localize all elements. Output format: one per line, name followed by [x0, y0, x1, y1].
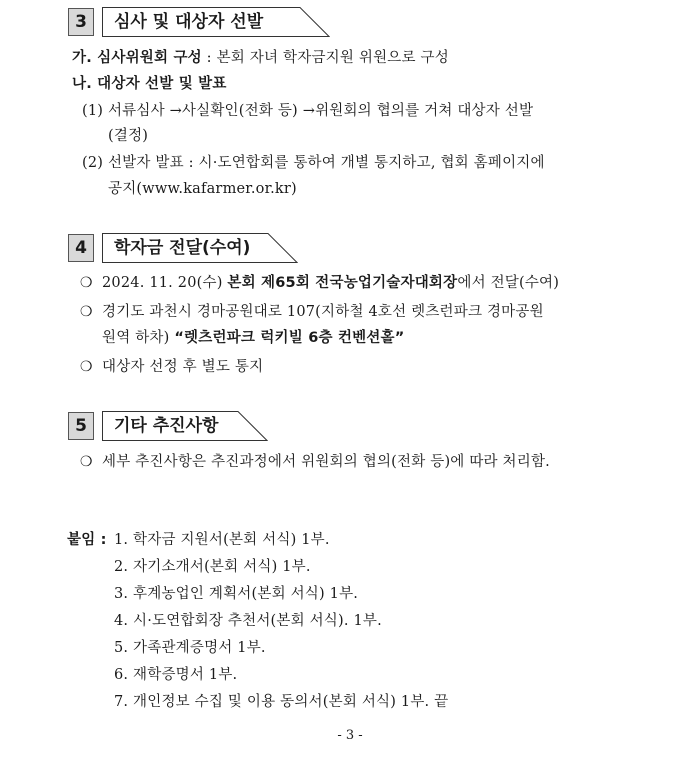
- bullet-text: 경기도 과천시 경마공원대로 107(지하철 4호선 렛츠런파크 경마공원: [102, 304, 544, 320]
- item-announcement-cont: 공지(www.kafarmer.or.kr): [108, 181, 297, 197]
- section-4-heading: [68, 233, 298, 263]
- section-title: 기타 추진사항: [114, 416, 219, 436]
- section-number: 5: [68, 412, 94, 440]
- bullet-other: [80, 452, 550, 472]
- attachment-item: 5. 가족관계증명서 1부.: [114, 640, 266, 656]
- bullet-bold: 본회 제65회 전국농업기술자대회장: [227, 275, 458, 291]
- section-3-heading: [68, 7, 330, 37]
- item-text: : 본회 자녀 학자금지원 위원으로 구성: [201, 50, 449, 66]
- section-number: 3: [68, 8, 94, 36]
- item-label: 가. 심사위원회 구성: [72, 50, 202, 66]
- bullet-icon: ❍: [80, 275, 93, 291]
- bullet-text: 원역 하차): [102, 330, 175, 346]
- item-selection-label: 나. 대상자 선발 및 발표: [72, 76, 227, 92]
- section-title-box: [102, 411, 268, 441]
- attachment-item: 4. 시·도연합회장 추천서(본회 서식). 1부.: [114, 613, 382, 629]
- section-title-box: [102, 7, 330, 37]
- bullet-text: 에서 전달(수여): [457, 275, 560, 291]
- bullet-location: [80, 302, 544, 322]
- attachment-item: 2. 자기소개서(본회 서식) 1부.: [114, 559, 311, 575]
- attachment-item: 7. 개인정보 수집 및 이용 동의서(본회 서식) 1부. 끝: [114, 694, 449, 710]
- bullet-text: 대상자 선정 후 별도 통지: [102, 359, 264, 375]
- bullet-notice: [80, 357, 263, 377]
- attachments-label-text: 붙임: [67, 532, 96, 548]
- attachment-item: 3. 후계농업인 계획서(본회 서식) 1부.: [114, 586, 359, 602]
- page-number: - 3 -: [337, 728, 363, 743]
- item-committee: [72, 48, 449, 68]
- bullet-date: [80, 273, 559, 293]
- item-document-review-cont: (결정): [108, 128, 149, 144]
- section-5-heading: [68, 411, 268, 441]
- bullet-icon: ❍: [80, 304, 93, 320]
- section-number: 4: [68, 234, 94, 262]
- item-document-review: (1) 서류심사 →사실확인(전화 등) →위원회의 협의를 거쳐 대상자 선발: [82, 103, 534, 119]
- section-title: 심사 및 대상자 선발: [114, 12, 264, 32]
- attachment-item: 1. 학자금 지원서(본회 서식) 1부.: [114, 532, 330, 548]
- bullet-icon: ❍: [80, 359, 93, 375]
- bullet-bold: “렛츠런파크 럭키빌 6층 컨벤션홀”: [174, 330, 405, 346]
- section-title-box: [102, 233, 298, 263]
- bullet-text: 2024. 11. 20(수): [102, 275, 228, 291]
- bullet-icon: ❍: [80, 454, 93, 470]
- bullet-location-cont: [102, 328, 405, 348]
- bullet-text: 세부 추진사항은 추진과정에서 위원회의 협의(전화 등)에 따라 처리함.: [102, 454, 550, 470]
- attachments-label: 붙임 :: [67, 532, 107, 548]
- attachment-item: 6. 재학증명서 1부.: [114, 667, 238, 683]
- section-title: 학자금 전달(수여): [114, 238, 251, 258]
- item-announcement: (2) 선발자 발표 : 시·도연합회를 통하여 개별 통지하고, 협회 홈페이지에: [82, 155, 545, 171]
